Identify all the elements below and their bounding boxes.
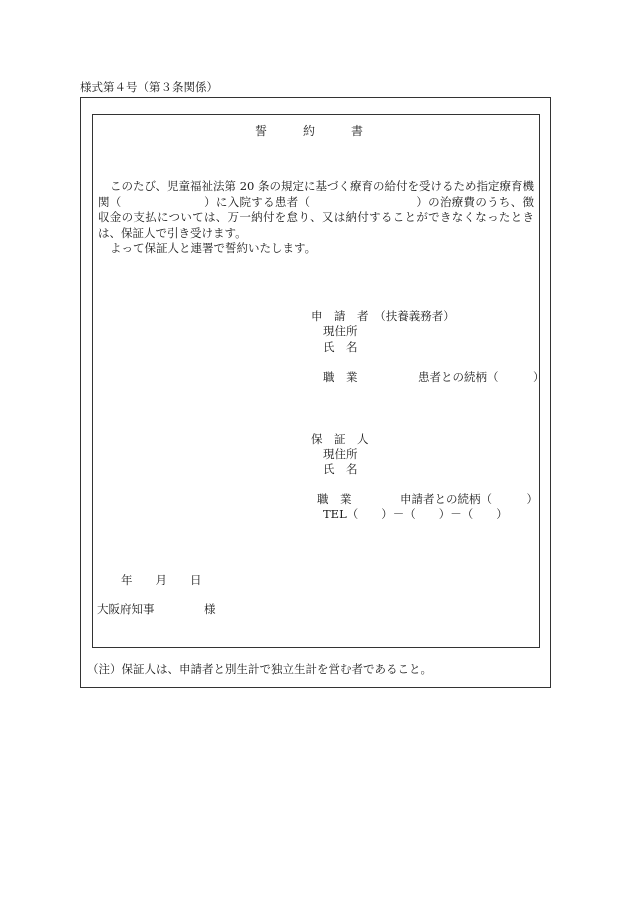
addressee: 大阪府知事 [97,602,155,616]
form-number-label: 様式第４号（第３条関係） [80,80,218,94]
guarantor-occupation-label: 職 業 [317,492,352,506]
guarantor-heading: 保 証 人 [311,432,369,446]
guarantor-tel-label: TEL（ ）－（ ）－（ ） [323,507,508,521]
guarantor-name-label: 氏 名 [323,462,358,476]
guarantor-note: （注）保証人は、申請者と別生計で独立生計を営む者であること。 [87,662,432,676]
honorific: 様 [204,602,216,616]
applicant-occupation-label: 職 業 [323,370,358,384]
applicant-heading: 申 請 者 （扶養義務者） [311,309,455,323]
applicant-address-label: 現住所 [323,324,358,338]
document-title: 誓 約 書 [255,124,364,138]
applicant-relation-label: 患者との続柄（ ） [418,370,545,384]
applicant-name-label: 氏 名 [323,340,358,354]
guarantor-relation-label: 申請者との続柄（ ） [400,492,538,506]
guarantor-address-label: 現住所 [323,447,358,461]
date-line: 年 月 日 [121,573,202,587]
pledge-paragraph-2: よって保証人と連署で誓約いたします。 [110,241,317,255]
pledge-paragraph-1: このたび、児童福祉法第 20 条の規定に基づく療育の給付を受けるため指定療育機関（ ）に入院する患者（ ）の治療費のうち、徴収金の支払については、万一納付を怠り、又は納付することができなくなったときは、保証人で引き受けます。 [98,179,534,240]
pledge-body [98,179,534,257]
